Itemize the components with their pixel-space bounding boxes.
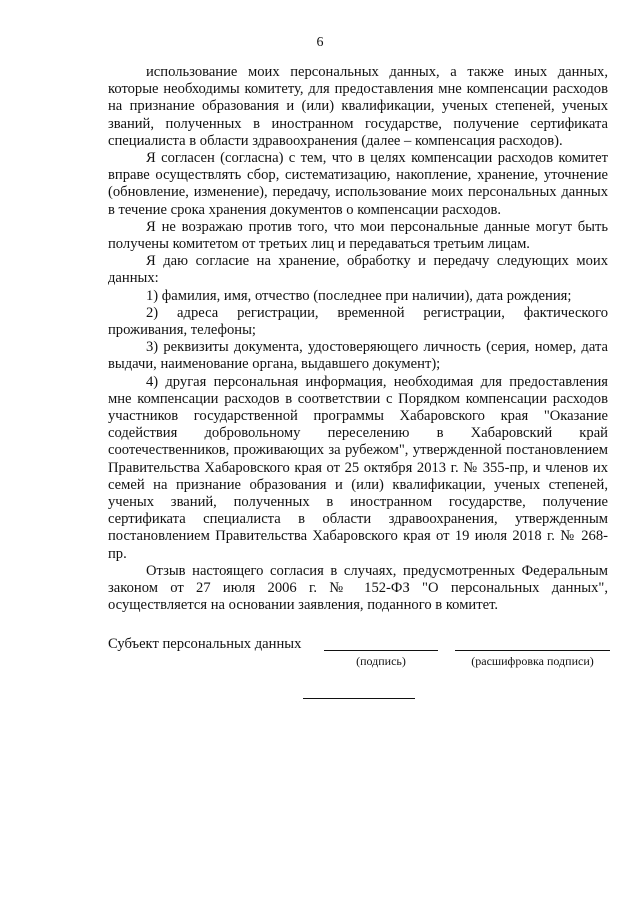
consent-text	[108, 64, 608, 615]
list-item-identity-document: 3) реквизиты документа, удостоверяющего личность (серия, номер, дата выдачи, наименование органа, выдавшего документ);	[108, 339, 608, 373]
paragraph-revocation: Отзыв настоящего согласия в случаях, предусмотренных Федеральным законом от 27 июля 2006 г. № 152-ФЗ "О персональных данных", осуществляется на основании заявления, поданного в комитет.	[108, 562, 608, 614]
page-number: 6	[316, 35, 324, 50]
signature-caption: (подпись)	[356, 654, 406, 668]
signature-line	[324, 650, 438, 651]
paragraph-third-parties: Я не возражаю против того, что мои персональные данные могут быть получены комитетом от третьих лиц и передаваться третьим лицам.	[108, 218, 608, 253]
signature-decoding-line	[455, 650, 610, 651]
paragraph-consent-processing: Я согласен (согласна) с тем, что в целях компенсации расходов комитет вправе осуществлять сбор, систематизацию, накопление, хранение, уточнение (обновление, изменение), передачу, использование моих персональных данных в течение срока хранения документов о компенсации расходов.	[108, 150, 608, 218]
paragraph-data-list-intro: Я даю согласие на хранение, обработку и передачу следующих моих данных:	[108, 253, 608, 287]
list-item-full-name: 1) фамилия, имя, отчество (последнее при наличии), дата рождения;	[146, 287, 572, 304]
signature-block	[108, 636, 613, 706]
subject-label: Субъект персональных данных	[108, 636, 302, 652]
signature-decoding-caption: (расшифровка подписи)	[471, 654, 594, 668]
list-item-other-info: 4) другая персональная информация, необходимая для предоставления мне компенсации расходов в соответствии с Порядком компенсации расходов участников государственной программы Хабаровского края "Оказание содействия добровольному переселению в Хабаровский край соотечественников, проживающих за рубежом", утвержденной постановлением Правительства Хабаровского края от 25 октября 2013 г. № 355-пр, и членов их семей на признание образования и (или) квалификации, ученых степеней, ученых званий, полученных в иностранном государстве, получение сертификата специалиста в области здравоохранения, утвержденным постановлением Правительства Хабаровского края от 19 июля 2018 г. № 268-пр.	[108, 373, 608, 562]
list-item-addresses: 2) адреса регистрации, временной регистрации, фактического проживания, телефоны;	[108, 304, 608, 339]
date-line	[303, 698, 415, 699]
paragraph-data-usage: использование моих персональных данных, а также иных данных, которые необходимы комитету, для предоставления мне компенсации расходов на признание образования и (или) квалификации, ученых степеней, ученых званий, полученных в иностранном государстве, получение сертификата специалиста в области здравоохранения (далее – компенсация расходов).	[108, 64, 608, 149]
